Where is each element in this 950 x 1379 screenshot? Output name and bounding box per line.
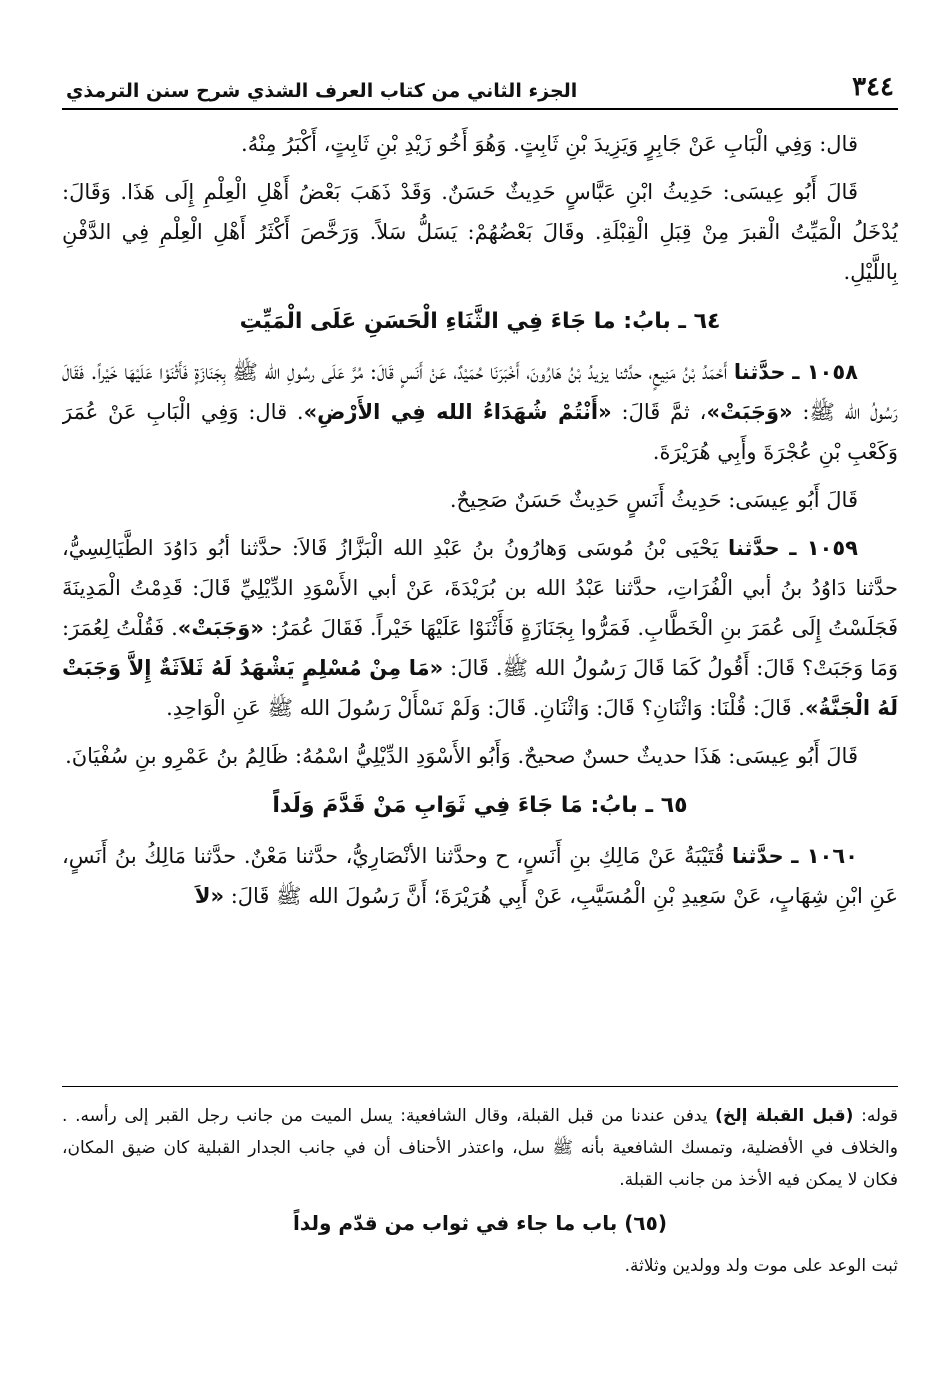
chapter-heading-64: ٦٤ ـ بابُ: ما جَاءَ فِي الثَّنَاءِ الْحَسَنِ عَلَى الْمَيِّتِ (239, 309, 721, 334)
chapter-heading-65: ٦٥ ـ بابُ: مَا جَاءَ فِي ثَوَابِ مَنْ قَدَّمَ وَلَداً (272, 793, 688, 818)
paragraph-abu-isa-comment-2: قَالَ أَبُو عِيسَى: حَدِيثُ أَنَسٍ حَدِيثٌ حَسَنٌ صَحِيحٌ. (449, 488, 858, 512)
page (62, 58, 898, 1080)
hadith-1059 (62, 528, 898, 728)
hadith-quote: «مَا مِنْ مُسْلِمٍ يَشْهَدُ لَهُ ثَلاَثَةٌ إِلاَّ وَجَبَتْ لَهُ الْجَنَّةُ» (62, 656, 898, 720)
hadith-text: . قال: وَفِي الْبَابِ عَنْ عُمَرَ وَكَعْبِ بْنِ عُجْرَةَ وأَبِي هُرَيْرَةَ. (62, 400, 898, 464)
running-title: الجزء الثاني من كتاب العرف الشذي شرح سنن الترمذي (66, 80, 578, 102)
page-number: ٣٤٤ (852, 72, 894, 102)
hadith-number: ١٠٥٨ ـ (792, 360, 859, 384)
footnote-lead: (قبل القبلة إلخ) (715, 1106, 854, 1126)
footnote-1 (62, 1100, 898, 1196)
paragraph-abu-isa-comment-3: قَالَ أَبُو عِيسَى: هَذَا حديثٌ حسنٌ صحيحٌ. وَأَبُو الأَسْوَدِ الدِّيْلِيُّ اسْمُهُ: ظَالِمُ بنُ عَمْرِو بنِ سُفْيَانَ. (65, 744, 858, 768)
hadith-text: أَحْمَدُ بْنُ مَنِيعٍ، حدَّثنا يزيدُ بْنُ هَارُونَ، أَخْبَرَنَا حُمَيْدٌ، عَنْ أَنَسٍ قَالَ: مُرَّ عَلَى رسُولِ الله ﷺ بِجَنَازَةٍ فَأَثْنَوْا عَلَيْهَا خَيْراً. فَقَالَ رَسُولُ الله ﷺ: (62, 360, 898, 424)
hadith-1060 (62, 836, 898, 916)
page-header (62, 58, 898, 110)
hadith-quote: «لاَ (194, 884, 225, 908)
hadith-quote: «وَجَبَتْ» (706, 400, 793, 424)
hadith-text: ، ثمَّ قَالَ: (621, 400, 707, 424)
hadith-quote: «أَنْتُمْ شُهَدَاءُ الله فِي الأَرْضِ» (303, 400, 612, 424)
hadith-lead-word: حدَّثنا (732, 844, 784, 868)
hadith-text: يَحْيَى بْنُ مُوسَى وَهارُونُ بنُ عَبْدِ الله الْبَزَّازُ قَالاَ: حدَّثنا أبُو دَاوُدَ الطَّيَالِسِيُّ، حدَّثنا دَاوُدُ بنُ أبي الْفُرَاتِ، حدَّثنا عَبْدُ الله بن بُرَيْدَةَ، عَنْ أبي الأَسْوَدِ الدِّيْلِيِّ قَالَ: قَدِمْتُ الْمَدِينَةَ فَجَلَسْتُ إِلَى عُمَرَ بنِ الْخَطَّابِ. فَمَرُّوا بِجَنَازَةٍ فَأَثْنَوْا عَلَيْهَا خَيْراً. فَقَالَ عُمَرُ: (62, 536, 898, 640)
hadith-text: قُتَيْبَةُ عَنْ مَالِكِ بنِ أَنَسٍ، ح وحدَّثنا الأنْصَارِيُّ، حدَّثنا مَعْنٌ. حدَّثنا مَالِكُ بنُ أَنَسٍ، عَنِ ابْنِ شِهَابٍ، عَنْ سَعِيدِ بْنِ الْمُسَيَّبِ، عَنْ أَبِي هُرَيْرَةَ؛ أَنَّ رَسُولَ الله ﷺ قَالَ: (62, 844, 898, 908)
hadith-number: ١٠٦٠ ـ (791, 844, 858, 868)
footnote-2: ثبت الوعد على موت ولد وولدين وثلاثة. (624, 1256, 898, 1276)
paragraph-abu-isa-comment-1: قَالَ أَبُو عِيسَى: حَدِيثُ ابْنِ عَبَّاسٍ حَدِيثٌ حَسَنٌ. وَقَدْ ذَهَبَ بَعْضُ أَهْلِ الْعِلْمِ إِلَى هَذَا. وَقَالَ: يُدْخَلُ الْمَيِّتُ الْقبرَ مِنْ قِبَلِ الْقِبْلَةِ. وقَالَ بَعْضُهُمْ: يَسَلُّ سَلاً. وَرَخَّصَ أَكْثَرُ أَهْلِ الْعِلْمِ فِي الدَّفْنِ بِاللَّيْلِ. (62, 180, 898, 284)
hadith-lead-word: حدَّثنا (733, 360, 786, 384)
footnote-heading: (٦٥) باب ما جاء في ثواب من قدّم ولداً (293, 1211, 667, 1235)
hadith-text: . قَالَ: قُلْنَا: وَاثْنَانِ؟ قَالَ: وَاثْنَانِ. قَالَ: وَلَمْ نَسْأَلْ رَسُولَ الله ﷺ عَنِ الْوَاحِدِ. (166, 696, 805, 720)
main-text (62, 124, 898, 1080)
hadith-lead-word: حدَّثنا (728, 536, 780, 560)
footnote-prefix: قوله: (861, 1106, 899, 1126)
footnote-divider (62, 1086, 898, 1087)
hadith-number: ١٠٥٩ ـ (789, 536, 858, 560)
hadith-quote: «وَجَبَتْ» (177, 616, 264, 640)
paragraph-bab-note: قال: وَفِي الْبَابِ عَنْ جَابِرٍ وَيَزِيدَ بْنِ ثَابِتٍ. وَهُوَ أَخُو زَيْدِ بْنِ ثَابِتٍ، أَكْبَرُ مِنْهُ. (241, 132, 858, 156)
hadith-1058 (62, 352, 898, 472)
footnotes (62, 1100, 898, 1282)
footnote-text: يدفن عندنا من قبل القبلة، وقال الشافعية: يسل الميت من جانب رجل القبر إلى رأسه. . والخلاف في الأفضلية، وتمسك الشافعية بأنه ﷺ سل، واعتذر الأحناف أن في جانب الجدار القبلية كان ضيق المكان، فكان لا يمكن فيه الأخذ من جانب القبلة. (62, 1106, 898, 1190)
hadith-text: . فَقُلْتُ لِعُمَرَ: وَمَا وَجَبَتْ؟ قَالَ: أَقُولُ كَمَا قَالَ رَسُولُ الله ﷺ. قَالَ: (62, 616, 898, 680)
